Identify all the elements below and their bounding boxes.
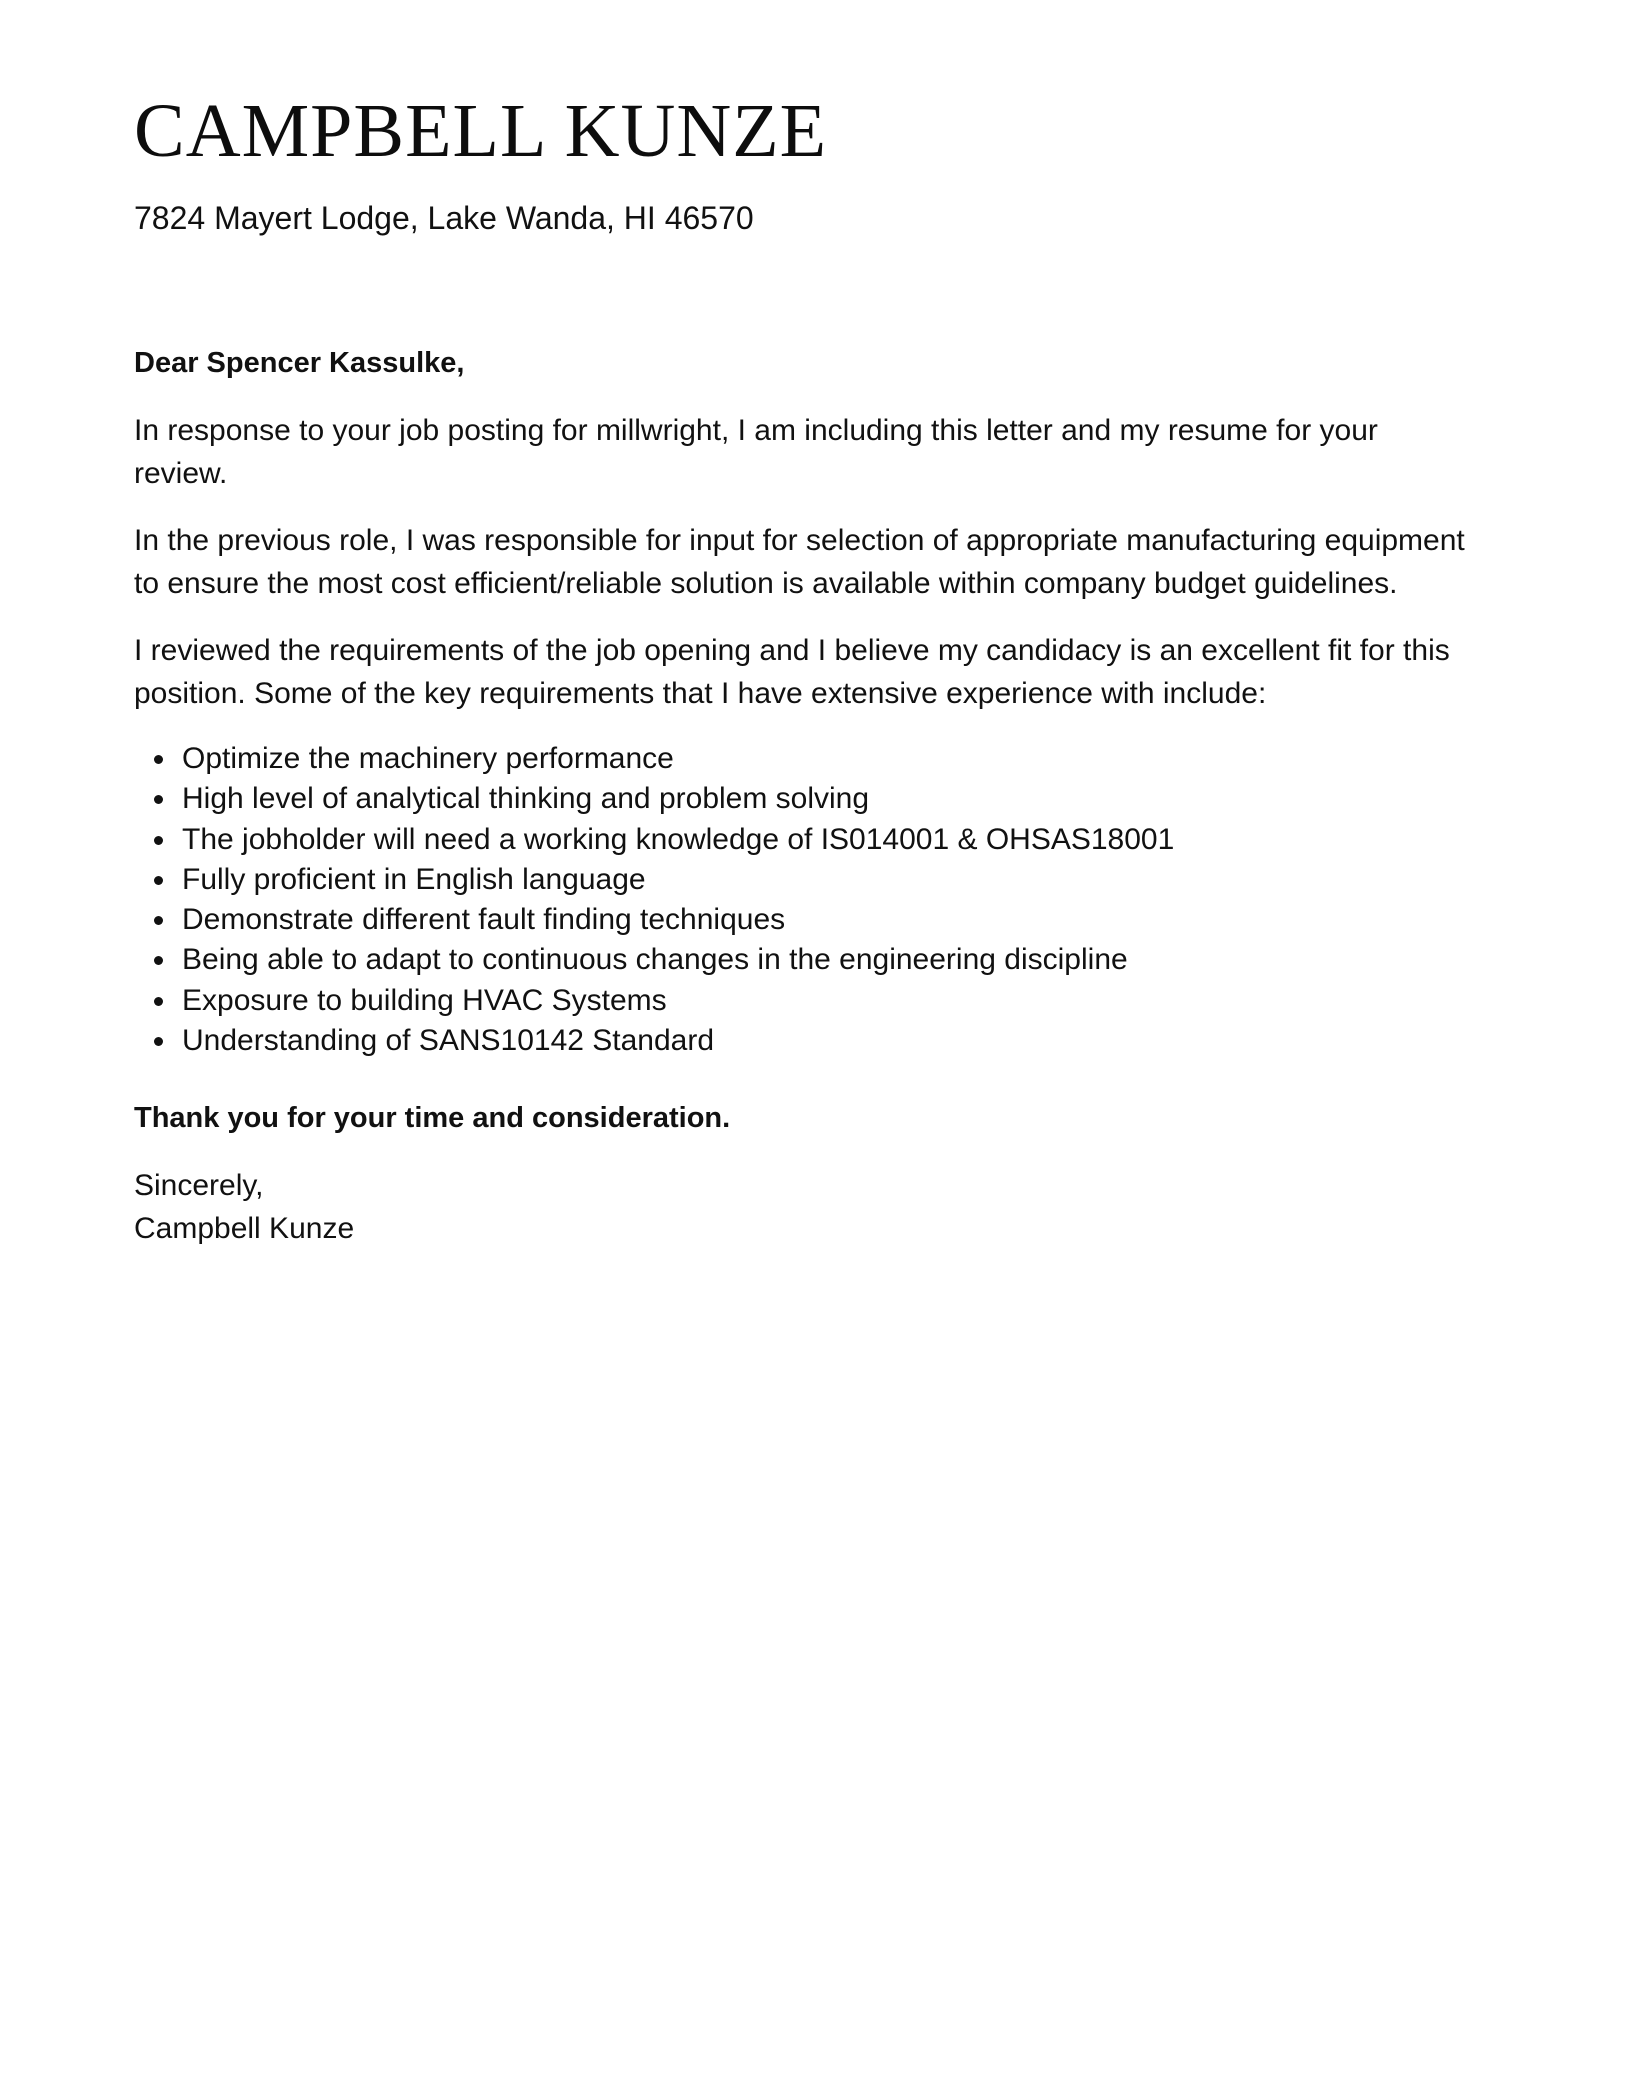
bullet-icon	[154, 1037, 163, 1046]
list-item	[134, 900, 1474, 940]
list-item	[134, 981, 1474, 1021]
requirement-text: Optimize the machinery performance	[182, 742, 674, 775]
requirement-text: High level of analytical thinking and problem solving	[182, 782, 870, 816]
bullet-icon	[154, 876, 163, 885]
requirement-text: Demonstrate different fault finding techniques	[182, 903, 786, 937]
bullet-icon	[154, 997, 163, 1006]
requirement-text: Being able to adapt to continuous changes in the engineering discipline	[182, 943, 1128, 977]
experience-paragraph: In the previous role, I was responsible for input for selection of appropriate manufacturing equipment to ensure the most cost efficient/reliable solution is available within company budget guidelines.	[134, 524, 1465, 600]
applicant-name: CAMPBELL KUNZE	[134, 89, 828, 173]
requirement-text: Understanding of SANS10142 Standard	[182, 1024, 715, 1058]
letter-body	[134, 342, 1474, 1250]
requirements-list	[134, 739, 1474, 1061]
bullet-icon	[154, 755, 163, 764]
list-item	[134, 820, 1474, 860]
cover-letter-page	[134, 88, 1474, 1250]
requirement-text: Exposure to building HVAC Systems	[182, 983, 667, 1017]
list-item	[134, 779, 1474, 819]
requirement-text: The jobholder will need a working knowledge of IS014001 & OHSAS18001	[182, 822, 1175, 856]
closing-phrase: Sincerely,	[134, 1169, 264, 1203]
list-item	[134, 860, 1474, 900]
thanks-line: Thank you for your time and consideration.	[134, 1102, 731, 1135]
applicant-address: 7824 Mayert Lodge, Lake Wanda, HI 46570	[134, 200, 754, 236]
list-item	[134, 739, 1474, 779]
requirements-intro-paragraph: I reviewed the requirements of the job opening and I believe my candidacy is an excellent fit for this position. Some of the key requirements that I have extensive experience with include:	[134, 634, 1450, 710]
bullet-icon	[154, 916, 163, 925]
signature-name: Campbell Kunze	[134, 1212, 355, 1246]
closing-block	[134, 1164, 1474, 1250]
list-item	[134, 1021, 1474, 1061]
list-item	[134, 940, 1474, 980]
intro-paragraph: In response to your job posting for millwright, I am including this letter and my resume for your review.	[134, 414, 1378, 490]
bullet-icon	[154, 795, 163, 804]
bullet-icon	[154, 956, 163, 965]
bullet-icon	[154, 836, 163, 845]
salutation: Dear Spencer Kassulke,	[134, 347, 465, 379]
requirement-text: Fully proficient in English language	[182, 862, 646, 896]
